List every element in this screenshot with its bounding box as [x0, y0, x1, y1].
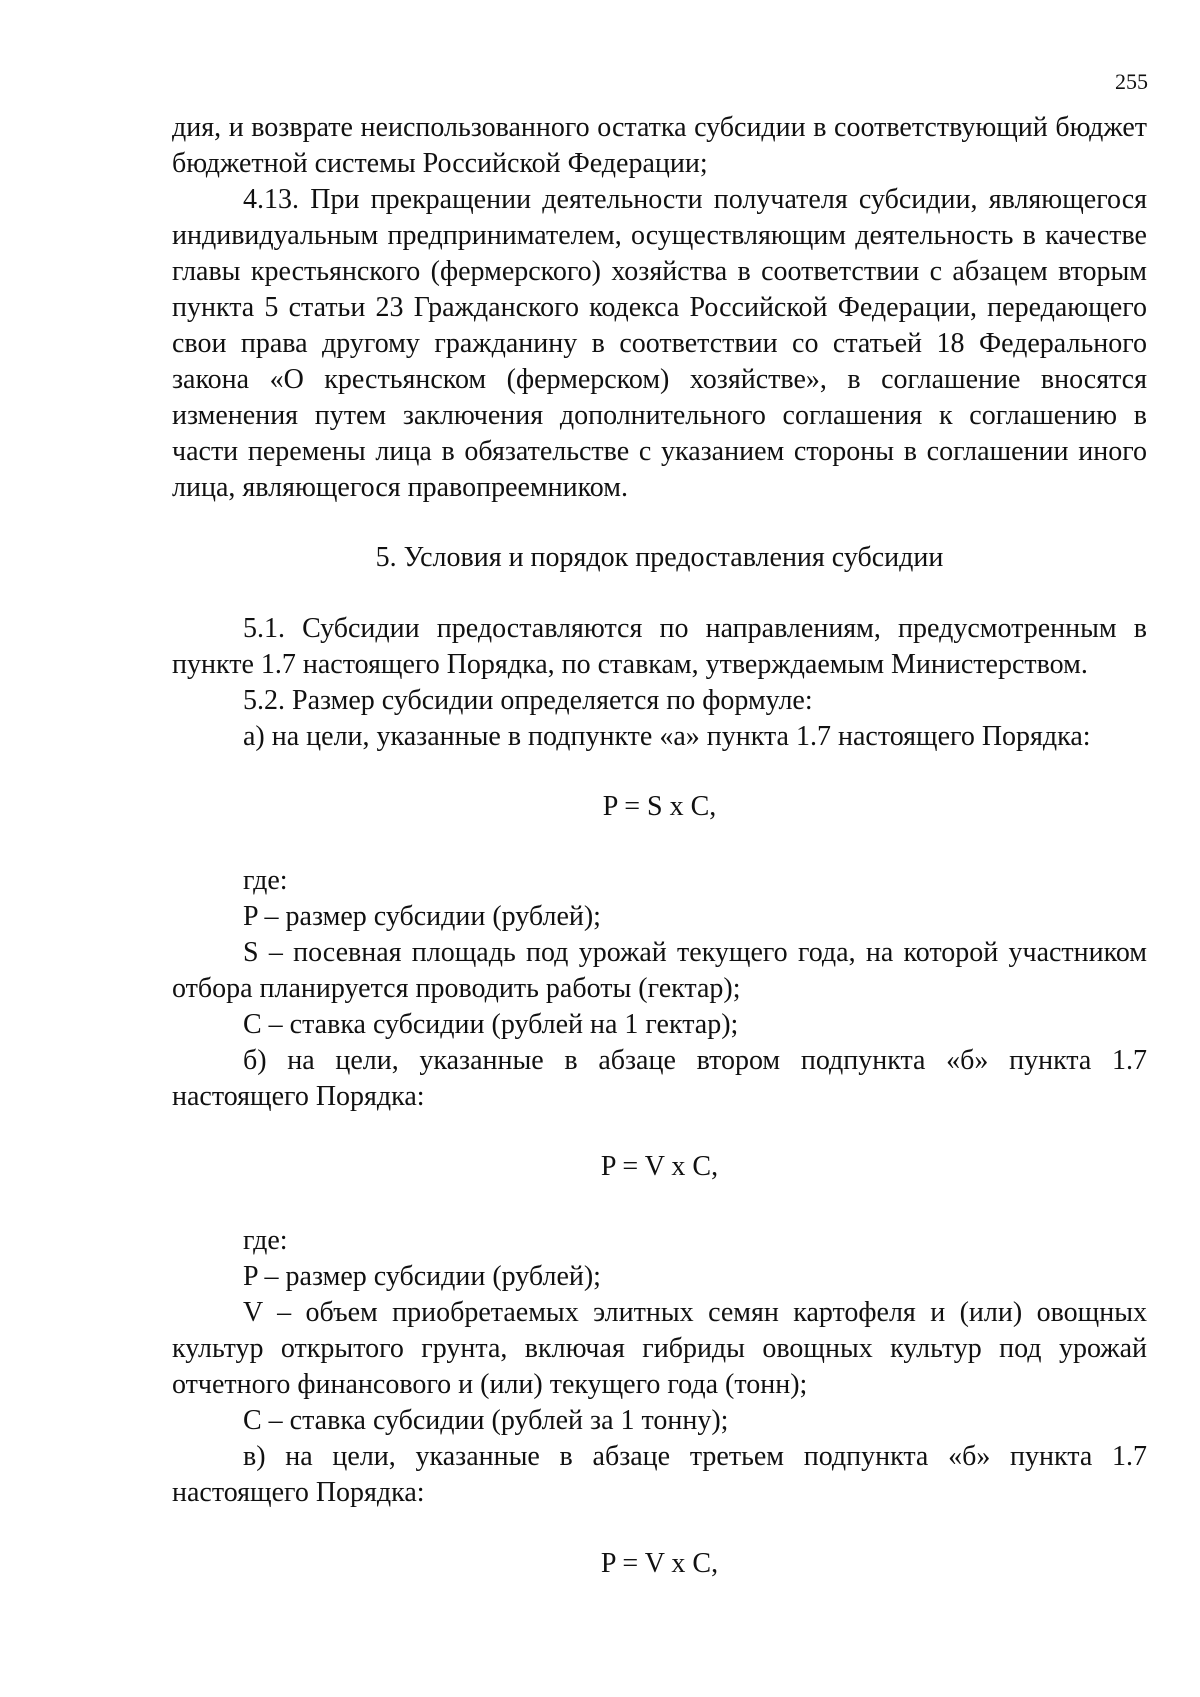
- definition-p-1: P – размер субсидии (рублей);: [243, 901, 601, 932]
- paragraph-subitem-a: а) на цели, указанные в подпункте «а» пункта 1.7 настоящего Порядка:: [243, 721, 1091, 752]
- paragraph-subitem-v: в) на цели, указанные в абзаце третьем подпункта «б» пункта 1.7 настоящего Порядка:: [172, 1441, 1147, 1508]
- definition-v: V – объем приобретаемых элитных семян картофеля и (или) овощных культур открытого грунта, включая гибриды овощных культур под урожай отчетного финансового и (или) текущего года (тонн);: [172, 1297, 1147, 1400]
- definition-c-2: C – ставка субсидии (рублей за 1 тонну);: [243, 1405, 729, 1436]
- paragraph-4-13: 4.13. При прекращении деятельности получателя субсидии, являющегося индивидуальным предпринимателем, осуществляющим деятельность в качестве главы крестьянского (фермерского) хозяйства в соответствии с абзацем вторым пункта 5 статьи 23 Гражданского кодекса Российской Федерации, передающего свои права другому гражданину в соответствии со статьей 18 Федерального закона «О крестьянском (фермерском) хозяйстве», в соглашение вносятся изменения путем заключения дополнительного соглашения к соглашению в части перемены лица в обязательстве с указанием стороны в соглашении иного лица, являющегося правопреемником.: [172, 184, 1147, 503]
- paragraph-5-1: 5.1. Субсидии предоставляются по направлениям, предусмотренным в пункте 1.7 настоящего Порядка, по ставкам, утверждаемым Министерством.: [172, 613, 1147, 680]
- document-body: [172, 110, 1147, 1582]
- definition-p-2: P – размер субсидии (рублей);: [243, 1261, 601, 1292]
- paragraph-5-2: 5.2. Размер субсидии определяется по формуле:: [243, 685, 813, 716]
- definition-s: S – посевная площадь под урожай текущего года, на которой участником отбора планируется проводить работы (гектар);: [172, 937, 1147, 1004]
- formula-1: P = S x C,: [602, 791, 717, 822]
- paragraph-continuation: дия, и возврате неиспользованного остатка субсидии в соответствующий бюджет бюджетной системы Российской Федерации;: [172, 112, 1147, 179]
- where-label-1: где:: [243, 865, 288, 896]
- formula-3: P = V x C,: [600, 1548, 719, 1579]
- paragraph-subitem-b: б) на цели, указанные в абзаце втором подпункта «б» пункта 1.7 настоящего Порядка:: [172, 1045, 1147, 1112]
- definition-c-1: C – ставка субсидии (рублей на 1 гектар);: [243, 1009, 739, 1040]
- formula-2: P = V x C,: [600, 1151, 719, 1182]
- page-number: 255: [1115, 69, 1148, 94]
- section-heading: 5. Условия и порядок предоставления субсидии: [375, 542, 944, 573]
- where-label-2: где:: [243, 1225, 288, 1256]
